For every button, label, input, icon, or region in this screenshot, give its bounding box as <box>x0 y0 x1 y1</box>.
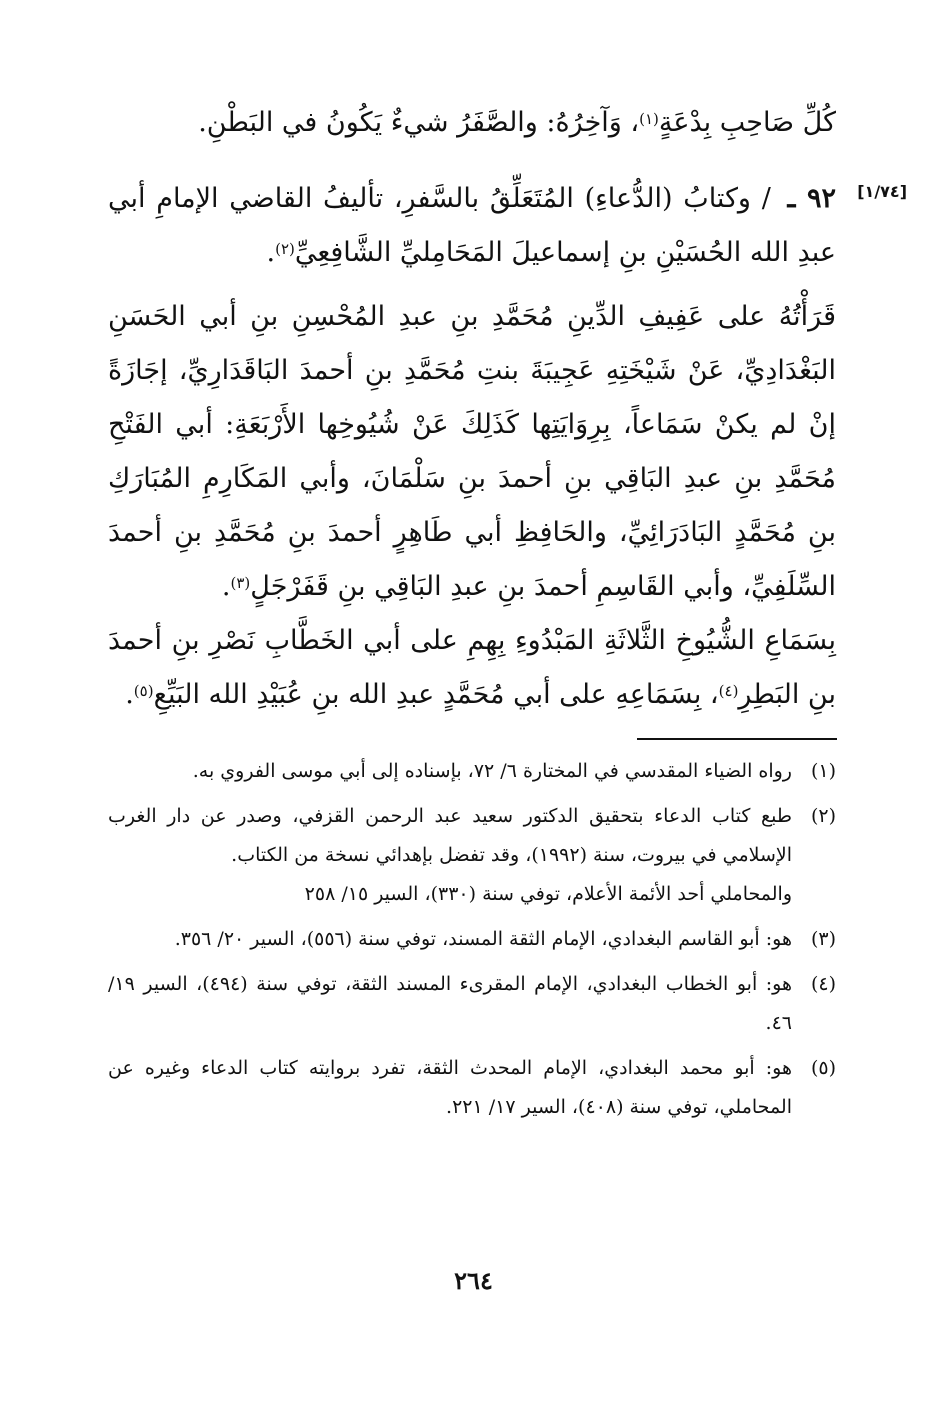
footnote-ref-1[interactable]: (١) <box>639 110 659 128</box>
footnote-number: (١) <box>810 760 836 782</box>
manuscript-folio-reference: [١/٧٤] <box>857 182 907 201</box>
footnote-ref-5[interactable]: (٥) <box>133 682 154 700</box>
footnote-text: هو: أبو محمد البغدادي، الإمام المحدث الثقة، تفرد بروايته كتاب الدعاء وغيره عن المحاملي، توفي سنة (٤٠٨)، السير ١٧/ ٢٢١. <box>108 1057 792 1118</box>
footnote-number: (٢) <box>810 805 836 827</box>
footnote-text-extra: والمحاملي أحد الأئمة الأعلام، توفي سنة (٣٣٠)، السير ١٥/ ٢٥٨ <box>304 883 792 905</box>
hearing-chain-mid: ، بِسَمَاعِهِ على أبي مُحَمَّدٍ عبدِ الله بنِ عُبَيْدِ الله البَيِّعِ <box>153 679 719 710</box>
footnotes-section <box>108 752 836 1133</box>
reading-chain-end: . <box>221 571 231 602</box>
continuation-line <box>108 96 836 150</box>
footnote-text: طبع كتاب الدعاء بتحقيق الدكتور سعيد عبد الرحمن القزفي، وصدر عن دار الغرب الإسلامي في بيروت، سنة (١٩٩٢)، وقد تفضل بإهدائي نسخة من الكتاب. <box>108 805 792 866</box>
entry-number: ٩٢ ـ <box>787 183 836 214</box>
footnote-ref-2[interactable]: (٢) <box>275 240 295 258</box>
reading-chain-paragraph <box>108 290 836 614</box>
hearing-chain-end: . <box>125 679 134 710</box>
footnote-number: (٥) <box>810 1057 836 1079</box>
footnote-ref-3[interactable]: (٣) <box>230 574 251 592</box>
footnote-body <box>108 797 792 914</box>
footnote-divider <box>637 738 837 740</box>
footnote-text: رواه الضياء المقدسي في المختارة ٦/ ٧٢، بإسناده إلى أبي موسى الفروي به. <box>192 760 792 782</box>
footnote-item <box>108 965 836 1043</box>
footnote-ref-4[interactable]: (٤) <box>718 682 739 700</box>
entry-92-paragraph <box>108 172 836 280</box>
continuation-text: كُلِّ صَاحِبِ بِدْعَةٍ <box>658 107 836 138</box>
continuation-text-rest: ، وَآخِرُهُ: والصَّفَرُ شيءٌ يَكُونُ في البَطْنِ. <box>198 107 640 138</box>
entry-92-end: . <box>266 237 276 268</box>
footnote-item <box>108 1049 836 1127</box>
page-number: ٢٦٤ <box>454 1266 493 1295</box>
footnote-item <box>108 752 836 791</box>
footnote-number: (٤) <box>810 973 836 995</box>
hearing-chain-text: بِسَمَاعِ الشُّيُوخِ الثَّلاثَةِ المَبْدُوءِ بِهِمِ على أبي الخَطَّابِ نَصْرِ بنِ أحمدَ بنِ البَطِرِ <box>108 625 836 710</box>
footnote-number: (٣) <box>810 928 836 950</box>
entry-92-text: / وكتابُ (الدُّعاءِ) المُتَعَلِّقُ بالسَّفرِ، تأليفُ القاضي الإمامِ أبي عبدِ الله الحُسَيْنِ بنِ إسماعيلَ المَحَامِليِّ الشَّافِعِيِّ <box>108 183 836 268</box>
footnote-text: هو: أبو القاسم البغدادي، الإمام الثقة المسند، توفي سنة (٥٥٦)، السير ٢٠/ ٣٥٦. <box>174 928 792 950</box>
footnote-item <box>108 797 836 914</box>
footnote-text: هو: أبو الخطاب البغدادي، الإمام المقرىء المسند الثقة، توفي سنة (٤٩٤)، السير ١٩/ ٤٦. <box>108 973 792 1034</box>
hearing-chain-paragraph <box>108 614 836 722</box>
footnote-item <box>108 920 836 959</box>
reading-chain-text: قَرَأْتُهُ على عَفِيفِ الدِّينِ مُحَمَّدِ بنِ عبدِ المُحْسِنِ بنِ أبي الحَسَنِ البَغْدَادِيِّ، عَنْ شَيْخَتِهِ عَجِيبَةَ بنتِ مُحَمَّدِ بنِ أحمدَ البَاقَدَارِيِّ، إجَازَةً إنْ لم يكنْ سَمَاعاً، بِرِوَايَتِها كَذَلِكَ عَنْ شُيُوخِها الأَرْبَعَةِ: أبي الفَتْحِ مُحَمَّدِ بنِ عبدِ البَاقِي بنِ أحمدَ بنِ سَلْمَانَ، وأبي المَكَارِمِ المُبَارَكِ بنِ مُحَمَّدٍ البَادَرَائِيِّ، والحَافِظِ أبي طَاهِرٍ أحمدَ بنِ مُحَمَّدِ بنِ أحمدَ السِّلَفِيِّ، وأبي القَاسِمِ أحمدَ بنِ عبدِ البَاقِي بنِ قَفَرْجَلٍ <box>108 301 836 602</box>
